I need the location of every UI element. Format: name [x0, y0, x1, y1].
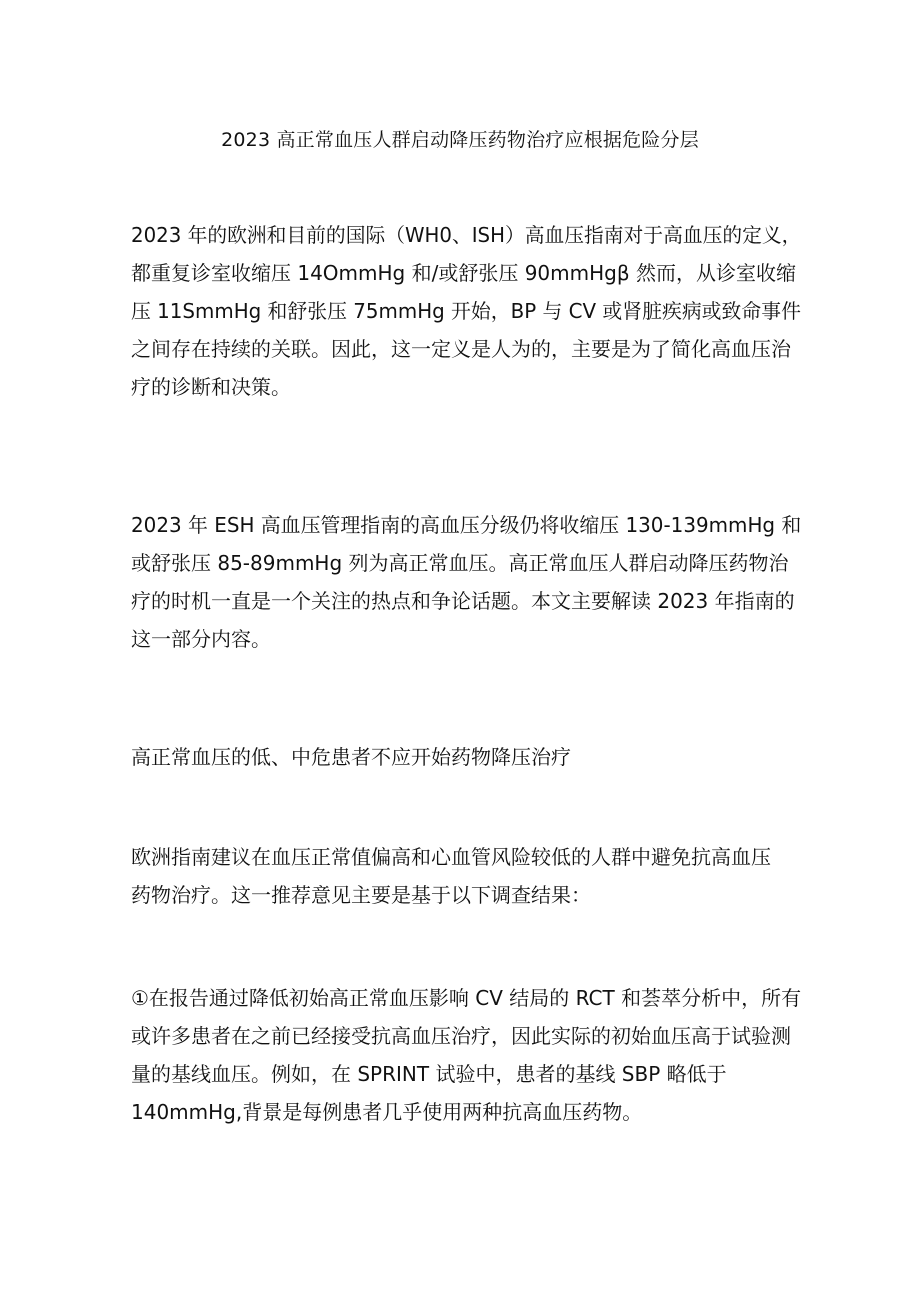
text-line: 140mmHg,背景是每例患者几乎使用两种抗高血压药物。	[131, 1100, 643, 1124]
paragraph-recommendation	[131, 838, 801, 914]
text-line: 2023 年 ESH 高血压管理指南的高血压分级仍将收缩压 130-139mmHg 和	[131, 513, 802, 537]
text-line: 药物治疗。这一推荐意见主要是基于以下调查结果：	[131, 883, 591, 907]
text-line: 或舒张压 85-89mmHg 列为高正常血压。高正常血压人群启动降压药物治	[131, 551, 789, 575]
text-line: 疗的诊断和决策。	[131, 375, 291, 399]
text-line: ①在报告通过降低初始高正常血压影响 CV 结局的 RCT 和荟萃分析中，所有	[131, 986, 802, 1010]
text-line: 之间存在持续的关联。因此，这一定义是人为的，主要是为了简化高血压治	[131, 337, 791, 361]
paragraph-finding-1	[131, 979, 801, 1131]
text-line: 压 11SmmHg 和舒张压 75mmHg 开始，BP 与 CV 或肾脏疾病或致命事件	[131, 299, 801, 323]
text-line: 都重复诊室收缩压 14OmmHg 和/或舒张压 90mmHgβ 然而，从诊室收缩	[131, 261, 796, 285]
paragraph-hypertension-definition	[131, 216, 801, 406]
text-line: 疗的时机一直是一个关注的热点和争论话题。本文主要解读 2023 年指南的	[131, 589, 795, 613]
text-line: 或许多患者在之前已经接受抗高血压治疗，因此实际的初始血压高于试验测	[131, 1024, 791, 1048]
text-line: 2023 年的欧洲和目前的国际（WH0、ISH）高血压指南对于高血压的定义，	[131, 223, 802, 247]
text-line: 量的基线血压。例如，在 SPRINT 试验中，患者的基线 SBP 略低于	[131, 1062, 727, 1086]
paragraph-esh-guideline	[131, 506, 801, 658]
document-title: 2023 高正常血压人群启动降压药物治疗应根据危险分层	[221, 129, 699, 151]
text-line: 高正常血压的低、中危患者不应开始药物降压治疗	[131, 745, 571, 769]
text-line: 欧洲指南建议在血压正常值偏高和心血管风险较低的人群中避免抗高血压	[131, 845, 771, 869]
text-line: 这一部分内容。	[131, 627, 271, 651]
section-heading-low-risk	[131, 738, 801, 776]
